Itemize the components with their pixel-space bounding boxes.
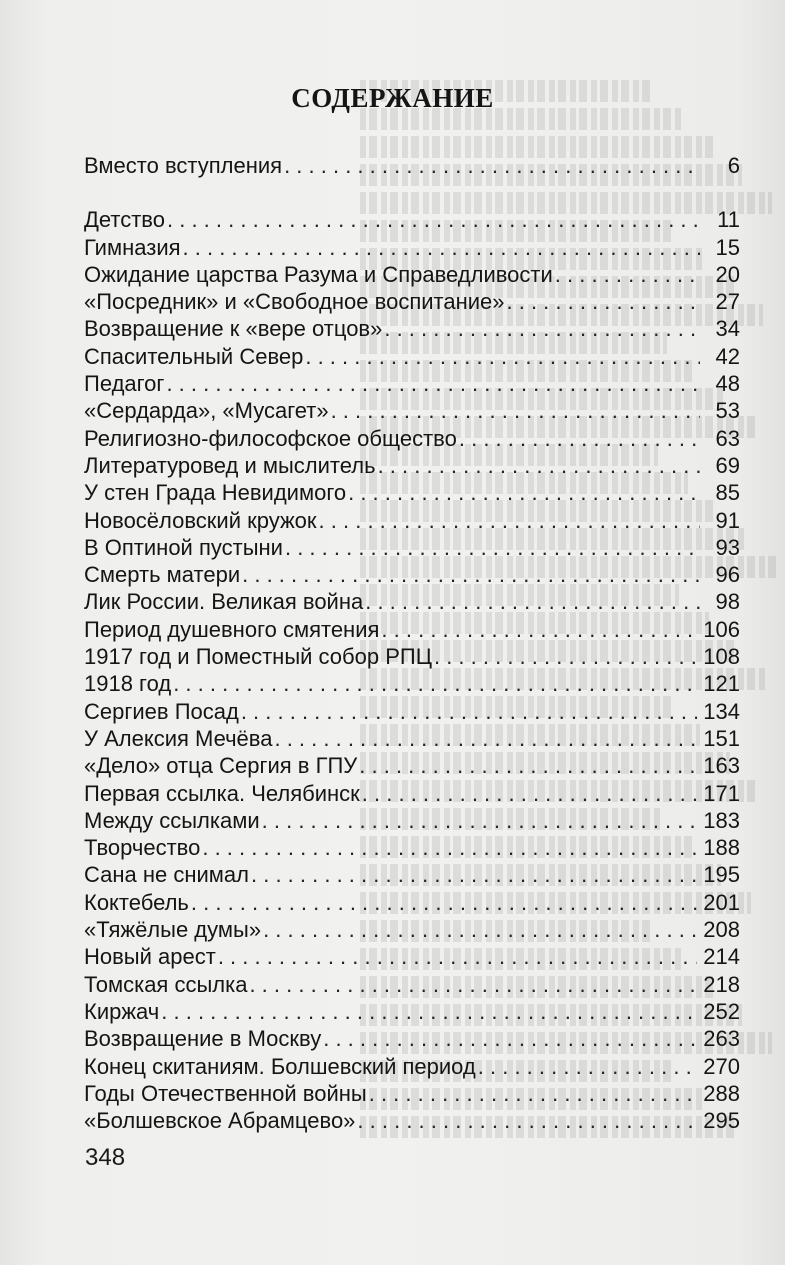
- toc-entry: [84, 1053, 740, 1080]
- dot-leader: [249, 971, 697, 998]
- toc-entry-title: Спасительный Север: [84, 343, 304, 369]
- toc-entry: [84, 315, 740, 342]
- dot-leader: [251, 861, 697, 888]
- toc-entry: [84, 725, 740, 752]
- toc-entry: [84, 206, 740, 233]
- toc-entry-title: Педагог: [84, 371, 165, 397]
- toc-entry: [84, 152, 740, 179]
- toc-entry: [84, 452, 740, 479]
- toc-entry-page: 288: [703, 1080, 740, 1106]
- toc-entry-title: «Тяжёлые думы»: [84, 917, 262, 943]
- toc-entry: [84, 370, 740, 397]
- toc-entry: [84, 889, 740, 916]
- toc-entry-page: 69: [715, 452, 740, 478]
- toc-entry: [84, 288, 740, 315]
- toc-entry-title: Творчество: [84, 835, 201, 861]
- toc-entry-page: 208: [703, 917, 740, 943]
- toc-entry: [84, 534, 740, 561]
- dot-leader: [284, 152, 700, 179]
- dot-leader: [167, 206, 700, 233]
- dot-leader: [365, 588, 700, 615]
- toc-entry: [84, 616, 740, 643]
- toc-entry: [84, 943, 740, 970]
- toc-entry-title: Томская ссылка: [84, 971, 248, 997]
- dot-leader: [381, 616, 697, 643]
- dot-leader: [378, 452, 700, 479]
- dot-leader: [357, 1107, 697, 1134]
- toc-entry-page: 263: [703, 1026, 740, 1052]
- toc-entry-page: 295: [703, 1108, 740, 1134]
- toc-entry-page: 96: [715, 562, 740, 588]
- table-of-contents: [84, 152, 740, 1134]
- toc-entry: [84, 479, 740, 506]
- toc-entry-page: 270: [703, 1053, 740, 1079]
- toc-entry-page: 188: [703, 835, 740, 861]
- page-number: 348: [85, 1144, 126, 1171]
- dot-leader: [161, 998, 697, 1025]
- toc-entry: [84, 780, 740, 807]
- toc-entry-page: 93: [715, 534, 740, 560]
- toc-entry-title: Детство: [84, 207, 165, 233]
- dot-leader: [369, 1080, 698, 1107]
- toc-entry: [84, 561, 740, 588]
- toc-entry-title: Возвращение в Москву: [84, 1026, 322, 1052]
- toc-entry-title: Новосёловский кружок: [84, 507, 317, 533]
- toc-entry-title: Лик России. Великая война: [84, 589, 364, 615]
- dot-leader: [331, 397, 700, 424]
- toc-entry-page: 252: [703, 998, 740, 1024]
- toc-entry-title: Сергиев Посад: [84, 698, 239, 724]
- toc-entry-title: Ожидание царства Разума и Справедливости: [84, 261, 553, 287]
- toc-entry-page: 15: [715, 234, 740, 260]
- toc-entry-page: 20: [715, 261, 740, 287]
- toc-entry-title: Религиозно-философское общество: [84, 425, 457, 451]
- dot-leader: [274, 725, 697, 752]
- toc-entry-title: Годы Отечественной войны: [84, 1080, 367, 1106]
- dot-leader: [348, 479, 700, 506]
- toc-entry-page: 85: [715, 480, 740, 506]
- toc-entry-page: 53: [715, 398, 740, 424]
- dot-leader: [218, 943, 697, 970]
- toc-entry-title: Киржач: [84, 998, 160, 1024]
- toc-entry: [84, 1080, 740, 1107]
- toc-entry: [84, 916, 740, 943]
- toc-entry: [84, 752, 740, 779]
- toc-entry-title: Смерть матери: [84, 562, 241, 588]
- toc-entry: [84, 1025, 740, 1052]
- dot-leader: [459, 425, 700, 452]
- dot-leader: [384, 315, 700, 342]
- dot-leader: [323, 1025, 697, 1052]
- toc-entry: [84, 588, 740, 615]
- dot-leader: [173, 670, 697, 697]
- dot-leader: [285, 534, 700, 561]
- toc-entry-page: 195: [703, 862, 740, 888]
- toc-entry: [84, 643, 740, 670]
- toc-entry: [84, 670, 740, 697]
- toc-entry: [84, 1107, 740, 1134]
- dot-leader: [362, 780, 697, 807]
- toc-entry: [84, 807, 740, 834]
- toc-entry-title: Коктебель: [84, 889, 189, 915]
- dot-leader: [555, 261, 700, 288]
- toc-entry-page: 218: [703, 971, 740, 997]
- dot-leader: [478, 1053, 698, 1080]
- toc-entry-page: 151: [703, 725, 740, 751]
- toc-entry: [84, 343, 740, 370]
- toc-entry: [84, 861, 740, 888]
- toc-entry-title: Конец скитаниям. Болшевский период: [84, 1053, 476, 1079]
- toc-entry-title: В Оптиной пустыни: [84, 534, 283, 560]
- toc-entry-page: 11: [717, 207, 740, 233]
- toc-entry: [84, 507, 740, 534]
- toc-entry-page: 134: [703, 698, 740, 724]
- toc-entry-page: 108: [703, 644, 740, 670]
- dot-leader: [319, 507, 700, 534]
- dot-leader: [434, 643, 697, 670]
- toc-entry-page: 183: [703, 807, 740, 833]
- dot-leader: [359, 752, 697, 779]
- dot-leader: [242, 561, 700, 588]
- dot-leader: [241, 698, 697, 725]
- toc-entry: [84, 261, 740, 288]
- toc-entry-title: «Болшевское Абрамцево»: [84, 1108, 356, 1134]
- toc-entry: [84, 834, 740, 861]
- toc-entry: [84, 698, 740, 725]
- toc-entry-page: 163: [703, 753, 740, 779]
- toc-entry: [84, 971, 740, 998]
- toc-entry-title: «Сердарда», «Мусагет»: [84, 398, 329, 424]
- toc-entry-page: 98: [715, 589, 740, 615]
- toc-entry-title: «Посредник» и «Свободное воспитание»: [84, 289, 505, 315]
- toc-entry: [84, 425, 740, 452]
- toc-entry-page: 121: [703, 671, 740, 697]
- toc-entry: [84, 998, 740, 1025]
- toc-entry-title: Новый арест: [84, 944, 216, 970]
- toc-entry-title: Возвращение к «вере отцов»: [84, 316, 383, 342]
- toc-entry-page: 27: [715, 289, 740, 315]
- toc-entry-title: Гимназия: [84, 234, 181, 260]
- toc-entry: [84, 234, 740, 261]
- toc-entry-page: 63: [715, 425, 740, 451]
- toc-entry-title: Сана не снимал: [84, 862, 249, 888]
- toc-entry-page: 6: [727, 153, 740, 178]
- toc-entry-page: 91: [715, 507, 740, 533]
- dot-leader: [183, 234, 700, 261]
- toc-entry-page: 214: [703, 944, 740, 970]
- toc-entry-title: Литературовед и мыслитель: [84, 452, 376, 478]
- toc-entry: [84, 397, 740, 424]
- dot-leader: [507, 288, 701, 315]
- toc-entry-title: «Дело» отца Сергия в ГПУ: [84, 753, 358, 779]
- toc-entry-title: У Алексия Мечёва: [84, 725, 273, 751]
- page-title: СОДЕРЖАНИЕ: [291, 83, 494, 113]
- dot-leader: [202, 834, 697, 861]
- toc-entry-page: 171: [703, 780, 740, 806]
- toc-entry-page: 106: [703, 616, 740, 642]
- toc-entry-title: Вместо вступления: [84, 153, 283, 178]
- toc-entry-title: Между ссылками: [84, 807, 260, 833]
- dot-leader: [262, 807, 698, 834]
- toc-entry-page: 48: [715, 371, 740, 397]
- toc-entry-page: 201: [703, 889, 740, 915]
- toc-entry-title: 1918 год: [84, 671, 172, 697]
- toc-entry-title: У стен Града Невидимого: [84, 480, 347, 506]
- toc-entry-page: 42: [715, 343, 740, 369]
- toc-entry-title: Период душевного смятения: [84, 616, 380, 642]
- dot-leader: [305, 343, 700, 370]
- toc-entry-title: 1917 год и Поместный собор РПЦ: [84, 644, 432, 670]
- toc-entry-page: 34: [715, 316, 740, 342]
- dot-leader: [191, 889, 697, 916]
- dot-leader: [263, 916, 697, 943]
- toc-entry-title: Первая ссылка. Челябинск: [84, 780, 360, 806]
- dot-leader: [166, 370, 700, 397]
